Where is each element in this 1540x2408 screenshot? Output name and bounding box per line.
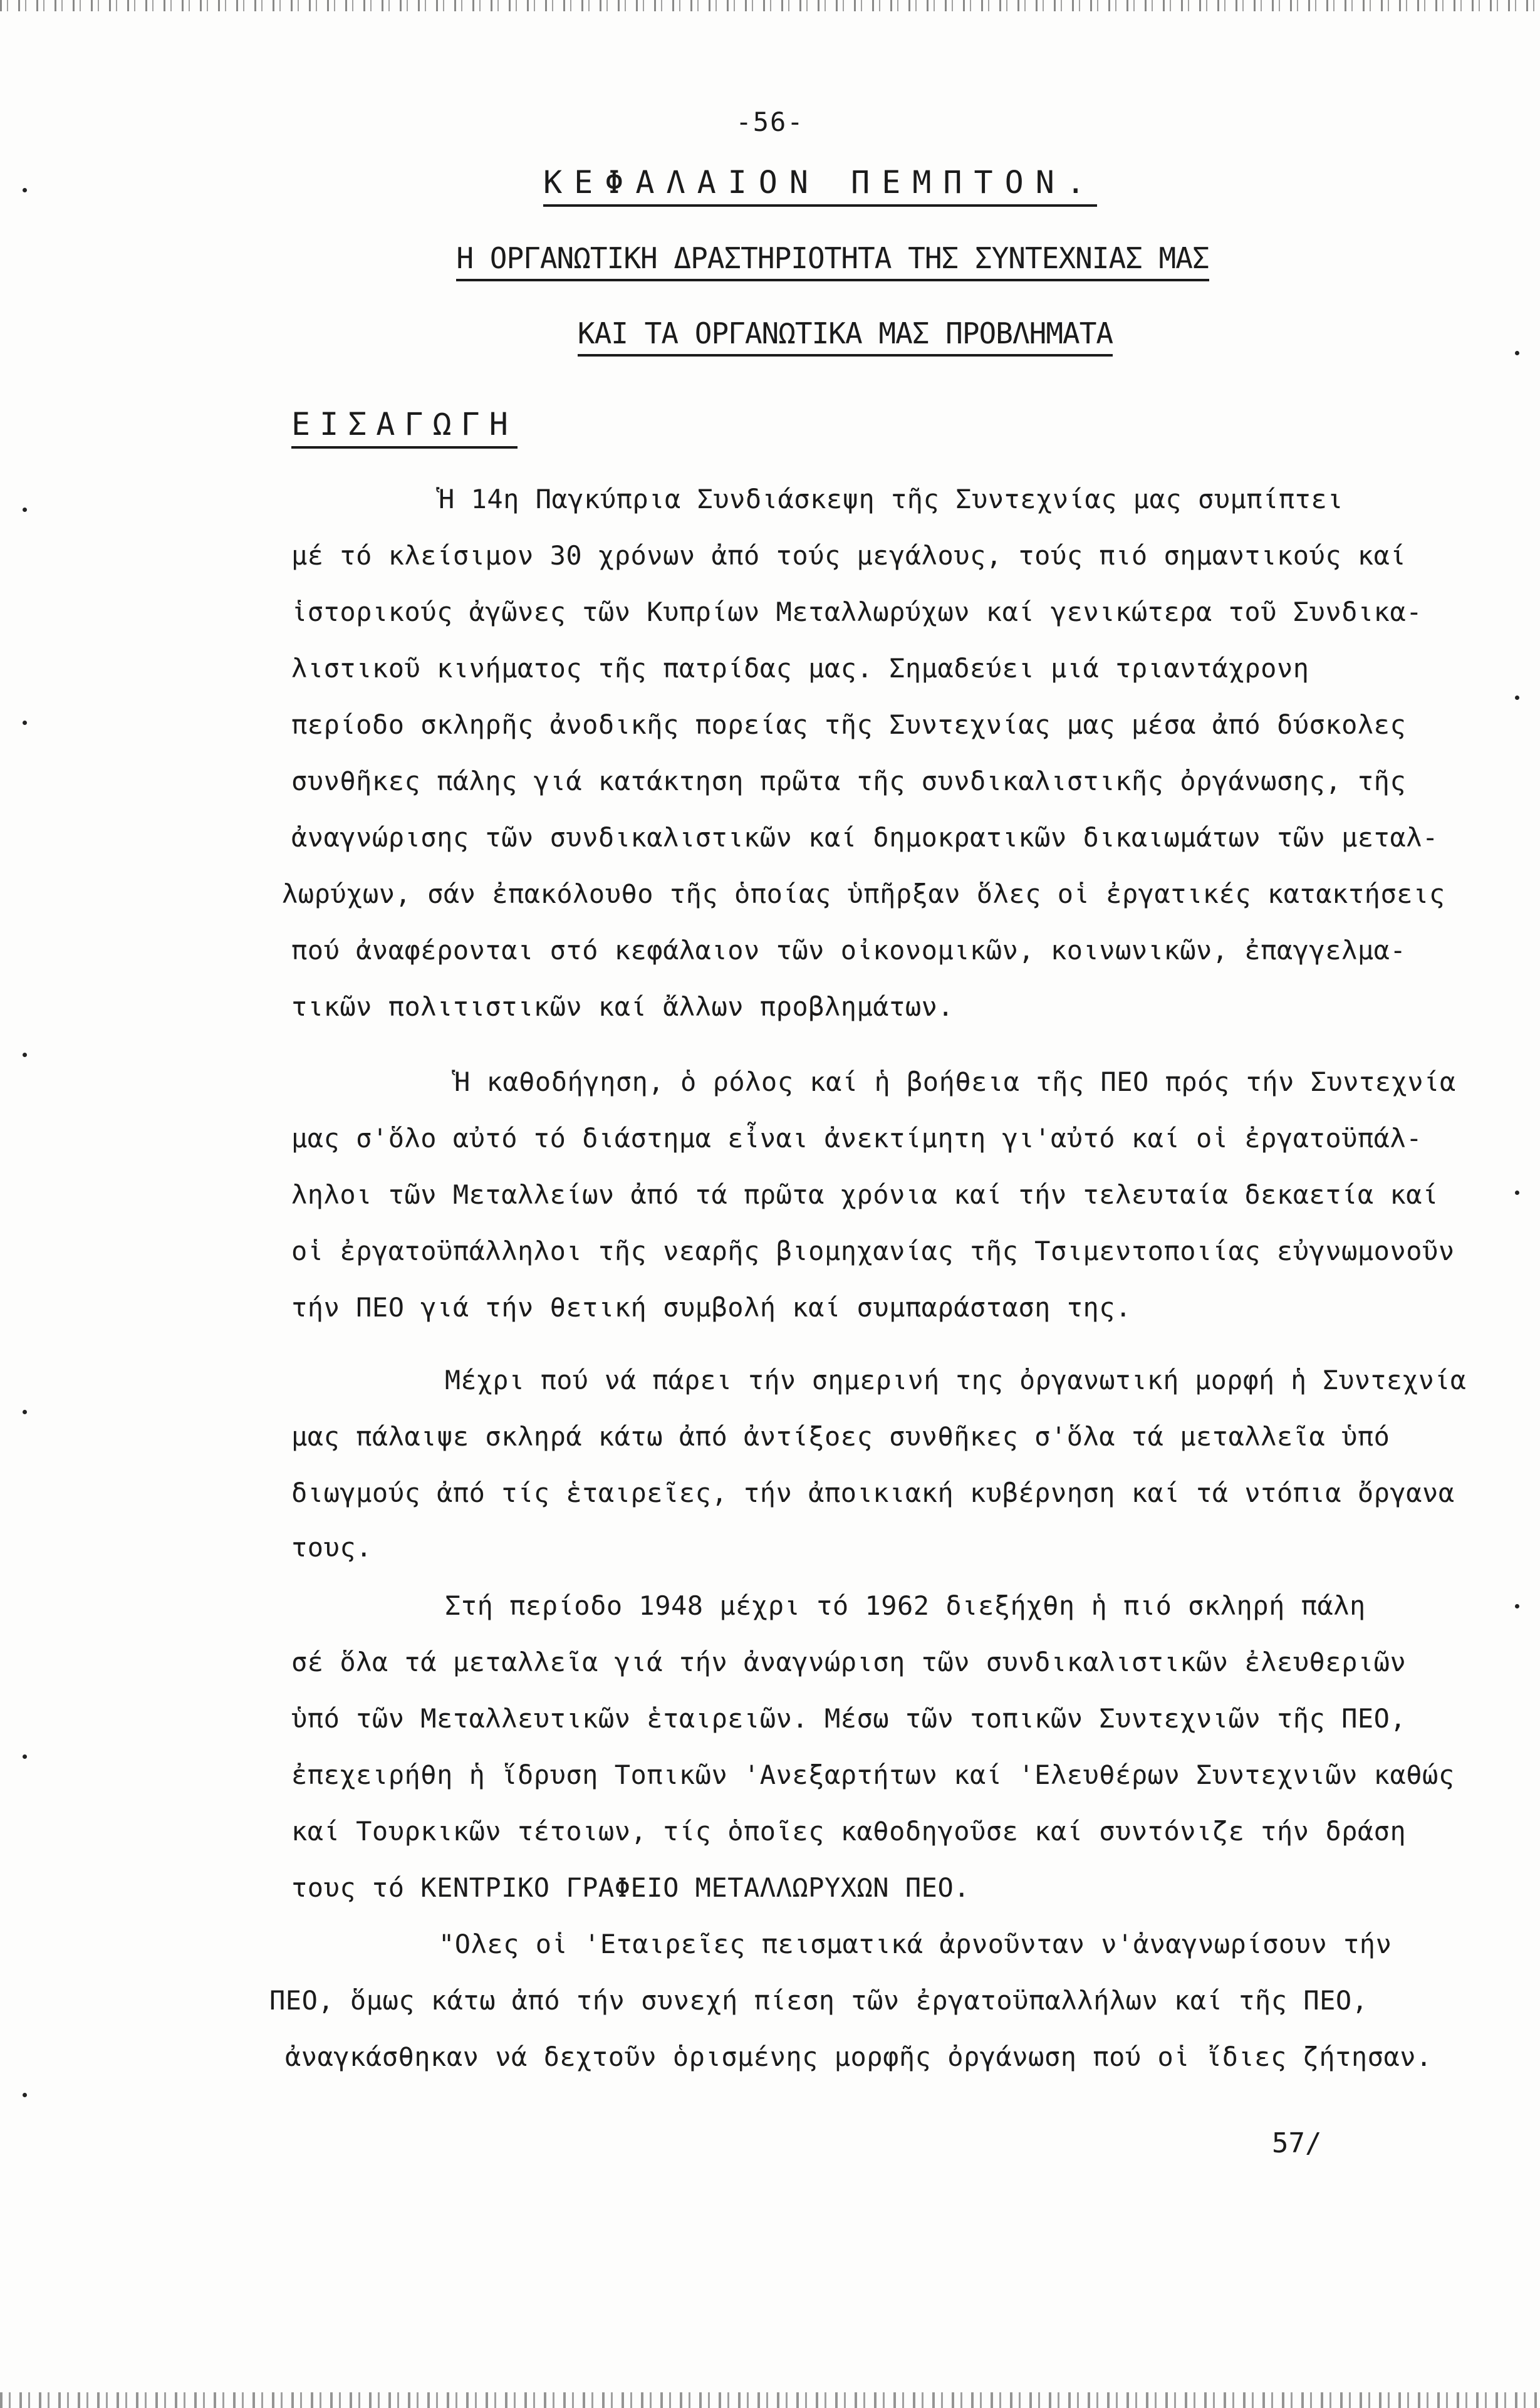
- body-line: ἐπεχειρήθη ἡ ἵδρυση Τοπικῶν 'Ανεξαρτήτων καί 'Ελευθέρων Συντεχνιῶν καθώς: [291, 1759, 1455, 1790]
- page-number: -56-: [736, 107, 804, 137]
- body-line: ὑπό τῶν Μεταλλευτικῶν ἑταιρειῶν. Μέσω τῶν τοπικῶν Συντεχνιῶν τῆς ΠΕΟ,: [291, 1703, 1407, 1734]
- scan-dot: [23, 1754, 27, 1759]
- section-heading-text: ΕΙΣΑΓΩΓΗ: [291, 406, 518, 449]
- body-line: ἀναγνώρισης τῶν συνδικαλιστικῶν καί δημοκρατικῶν δικαιωμάτων τῶν μεταλ-: [291, 822, 1439, 853]
- catchword-next-page: 57/: [1272, 2127, 1322, 2159]
- scan-edge-top: [0, 0, 1540, 11]
- subtitle-line-2-text: ΚΑΙ ΤΑ ΟΡΓΑΝΩΤΙΚΑ ΜΑΣ ΠΡΟΒΛΗΜΑΤΑ: [578, 316, 1113, 357]
- scan-dot: [23, 721, 27, 725]
- body-line: Ἡ 14η Παγκύπρια Συνδιάσκεψη τῆς Συντεχνίας μας συμπίπτει: [439, 484, 1344, 514]
- scan-dot: [23, 1410, 27, 1414]
- chapter-title-text: ΚΕΦΑΛΑΙΟΝ ΠΕΜΠΤΟΝ.: [543, 164, 1097, 207]
- scan-edge-bottom: [0, 2392, 1540, 2408]
- body-line: ληλοι τῶν Μεταλλείων ἀπό τά πρῶτα χρόνια καί τήν τελευταία δεκαετία καί: [291, 1179, 1439, 1210]
- body-line: ΠΕΟ, ὅμως κάτω ἀπό τήν συνεχή πίεση τῶν ἐργατοϋπαλλήλων καί τῆς ΠΕΟ,: [269, 1985, 1368, 2016]
- scan-dot: [1515, 1604, 1519, 1608]
- subtitle-line-1: [0, 241, 1540, 275]
- section-heading: [291, 406, 518, 442]
- body-line: λιστικοῦ κινήματος τῆς πατρίδας μας. Σημαδεύει μιά τριαντάχρονη: [291, 653, 1309, 684]
- subtitle-line-1-text: Η ΟΡΓΑΝΩΤΙΚΗ ΔΡΑΣΤΗΡΙΟΤΗΤΑ ΤΗΣ ΣΥΝΤΕΧΝΙΑΣ ΜΑΣ: [456, 241, 1209, 281]
- body-line: Μέχρι πού νά πάρει τήν σημερινή της ὀργανωτική μορφή ἡ Συντεχνία: [445, 1365, 1467, 1395]
- scan-dot: [1515, 1191, 1519, 1195]
- body-line: καί Τουρκικῶν τέτοιων, τίς ὁποῖες καθοδηγοῦσε καί συντόνιζε τήν δράση: [291, 1816, 1407, 1847]
- scan-dot: [23, 2093, 27, 2097]
- body-line: Στή περίοδο 1948 μέχρι τό 1962 διεξήχθη ἡ πιό σκληρή πάλη: [445, 1590, 1366, 1621]
- body-line: "Ολες οἱ 'Εταιρεῖες πεισματικά ἀρνοῦνταν ν'ἀναγνωρίσουν τήν: [439, 1929, 1392, 1959]
- scan-dot: [1515, 696, 1519, 700]
- scan-dot: [23, 1053, 27, 1057]
- body-line: μας πάλαιψε σκληρά κάτω ἀπό ἀντίξοες συνθῆκες σ'ὅλα τά μεταλλεῖα ὑπό: [291, 1421, 1390, 1452]
- body-line: Ἡ καθοδήγηση, ὁ ρόλος καί ἡ βοήθεια τῆς ΠΕΟ πρός τήν Συντεχνία: [454, 1066, 1456, 1097]
- subtitle-line-2: [0, 316, 1540, 350]
- body-line: συνθῆκες πάλης γιά κατάκτηση πρῶτα τῆς συνδικαλιστικῆς ὀργάνωσης, τῆς: [291, 766, 1407, 796]
- scan-dot: [23, 508, 27, 512]
- body-line: μας σ'ὅλο αὐτό τό διάστημα εἶναι ἀνεκτίμητη γι'αὐτό καί οἱ ἐργατοϋπάλ-: [291, 1123, 1423, 1154]
- body-line: οἱ ἐργατοϋπάλληλοι τῆς νεαρῆς βιομηχανίας τῆς Τσιμεντοποιίας εὐγνωμονοῦν: [291, 1236, 1455, 1266]
- body-line: σέ ὅλα τά μεταλλεῖα γιά τήν ἀναγνώριση τῶν συνδικαλιστικῶν ἐλευθεριῶν: [291, 1647, 1407, 1677]
- body-line: τους.: [291, 1532, 372, 1563]
- body-line: τους τό ΚΕΝΤΡΙΚΟ ΓΡΑΦΕΙΟ ΜΕΤΑΛΛΩΡΥΧΩΝ ΠΕΟ.: [291, 1872, 970, 1903]
- body-line: πού ἀναφέρονται στό κεφάλαιον τῶν οἰκονομικῶν, κοινωνικῶν, ἐπαγγελμα-: [291, 935, 1407, 966]
- body-line: μέ τό κλείσιμον 30 χρόνων ἀπό τούς μεγάλους, τούς πιό σημαντικούς καί: [291, 540, 1407, 571]
- body-line: τικῶν πολιτιστικῶν καί ἄλλων προβλημάτων.: [291, 991, 954, 1022]
- body-line: ἀναγκάσθηκαν νά δεχτοῦν ὁρισμένης μορφῆς ὀργάνωση πού οἱ ἴδιες ζήτησαν.: [285, 2041, 1432, 2072]
- scan-dot: [1515, 351, 1519, 355]
- body-line: τήν ΠΕΟ γιά τήν θετική συμβολή καί συμπαράσταση της.: [291, 1292, 1132, 1323]
- body-line: ἱστορικούς ἀγῶνες τῶν Κυπρίων Μεταλλωρύχων καί γενικώτερα τοῦ Συνδικα-: [291, 597, 1423, 627]
- body-line: περίοδο σκληρῆς ἀνοδικῆς πορείας τῆς Συντεχνίας μας μέσα ἀπό δύσκολες: [291, 709, 1407, 740]
- body-line: λωρύχων, σάν ἐπακόλουθο τῆς ὁποίας ὑπῆρξαν ὅλες οἱ ἐργατικές κατακτήσεις: [282, 878, 1445, 909]
- chapter-title: [0, 164, 1540, 201]
- body-line: διωγμούς ἀπό τίς ἑταιρεῖες, τήν ἀποικιακή κυβέρνηση καί τά ντόπια ὄργανα: [291, 1478, 1455, 1508]
